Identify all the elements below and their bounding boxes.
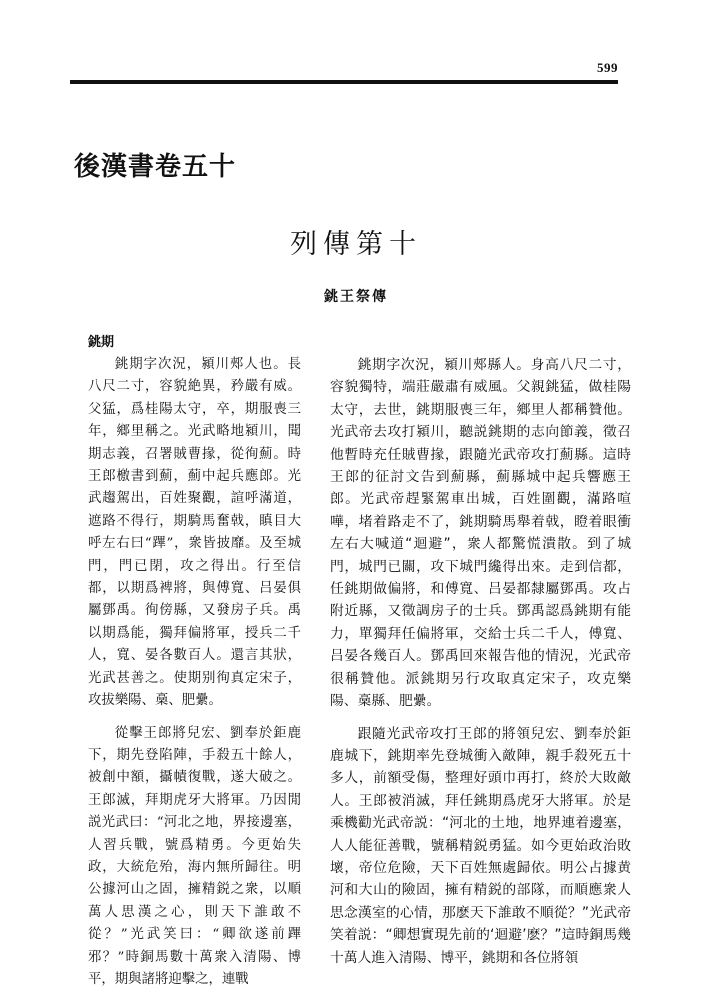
page-number: 599 bbox=[597, 60, 618, 75]
translation-paragraph: 跟隨光武帝攻打王郎的將領兒宏、劉奉於鉅鹿城下，銚期率先登城衝入敵陣，親手殺死五十多人，前額受傷，整理好頭巾再打，終於大敗敵人。王郎被消滅，拜任銚期爲虎牙大將軍。於是乘機勸光武帝説：“河北的土地，地界連着邊塞，人人能征善戰，號稱精鋭勇猛。如今更始政治敗壞，帝位危險，天下百姓無處歸依。明公占據黄河和大山的險固，擁有精鋭的部隊，而順應衆人思念漢室的心情，那麽天下誰敢不順從？”光武帝笑着説：“卿想實現先前的‘迴避’麽？”這時銅馬幾十萬人進入清陽、博平，銚期和各位將領 bbox=[330, 725, 631, 966]
book-title: 後漢書卷五十 bbox=[74, 152, 237, 182]
classical-paragraph: 銚期字次況，潁川郟人也。長八尺二寸，容貌絶異，矜嚴有威。父猛，爲桂陽太守，卒，期服喪三年，鄉里稱之。光武略地潁川，聞期志義，召署賊曹掾，從徇薊。時王郎檄書到薊，薊中起兵應郎。光武趨駕出，百姓聚觀，諠呼滿道，遮路不得行，期騎馬奮戟，瞋目大呼左右曰“蹕”，衆皆披靡。及至城門，門已閉，攻之得出。行至信都，以期爲裨將，與傅寬、吕晏俱屬鄧禹。徇傍縣，又發房子兵。禹以期爲能，獨拜偏將軍，授兵二千人，寬、晏各數百人。還言其狀，光武甚善之。使期别徇真定宋子，攻拔樂陽、槀、肥纍。 bbox=[88, 357, 301, 709]
classical-paragraph: 從擊王郎將兒宏、劉奉於鉅鹿下，期先登陷陣，手殺五十餘人，被創中額，攝幘復戰，遂大破之。王郎滅，拜期虎牙大將軍。乃因閒説光武曰：“河北之地，界接邊塞，人習兵戰，號爲精勇。今更始失政，大統危殆，海内無所歸往。明公據河山之固，擁精鋭之衆，以順萬人思漢之心，則天下誰敢不從？”光武笑曰：“卿欲遂前蹕邪？”時銅馬數十萬衆入清陽、博平，期與諸將迎擊之，連戰 bbox=[88, 725, 301, 987]
biography-title: 銚王祭傳 bbox=[324, 289, 388, 305]
classical-text-column bbox=[88, 354, 301, 991]
header-rule bbox=[70, 80, 618, 84]
chapter-title: 列傳第十 bbox=[290, 229, 422, 260]
section-heading: 銚期 bbox=[88, 335, 115, 350]
translation-paragraph: 銚期字次況，潁川郟縣人。身高八尺二寸，容貌獨特，端莊嚴肅有威風。父親銚猛，做桂陽太守，去世，銚期服喪三年，鄉里人都稱贊他。光武帝去攻打潁川，聽説銚期的志向節義，徵召他暫時充任賊曹掾，跟隨光武帝攻打薊縣。這時王郎的征討文告到薊縣，薊縣城中起兵響應王郎。光武帝趕緊駕車出城，百姓圍觀，滿路喧嘩，堵着路走不了，銚期騎馬舉着戟，瞪着眼衝左右大喊道“迴避”，衆人都驚慌潰散。到了城門，城門已關，攻下城門纔得出來。走到信都，任銚期做偏將，和傅寬、吕晏都隸屬鄧禹。攻占附近縣，又徵調房子的士兵。鄧禹認爲銚期有能力，單獨拜任偏將軍，交給士兵二千人，傅寬、吕晏各幾百人。鄧禹回來報告他的情況，光武帝很稱贊他。派銚期另行攻取真定宋子，攻克樂陽、槀縣、肥纍。 bbox=[330, 357, 631, 710]
translation-text-column bbox=[330, 354, 631, 969]
